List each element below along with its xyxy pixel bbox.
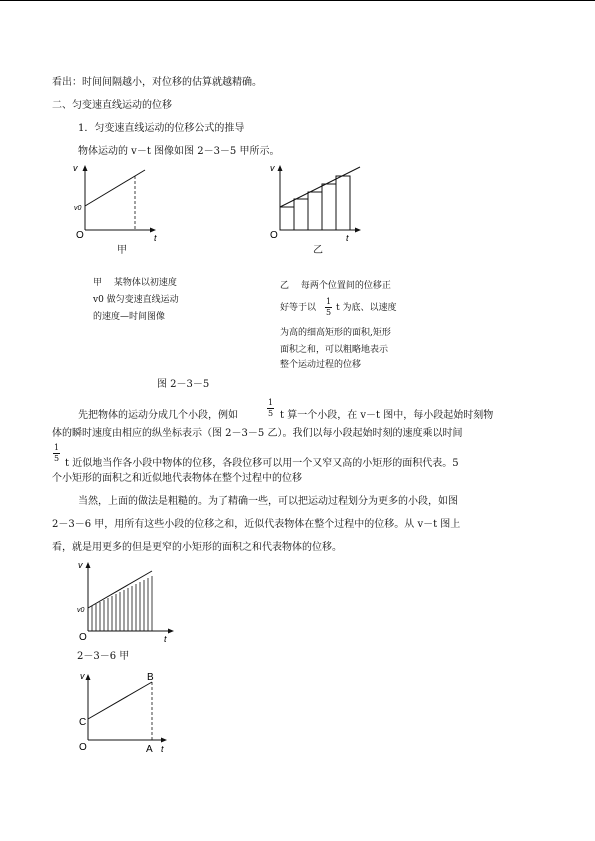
para1-line2: 体的瞬时速度由相应的纵坐标表示（图 2－3－5 乙）。我们以每小段起始时刻的速度乘以时间 bbox=[52, 428, 463, 439]
caption-yi-line1: 乙 每两个位置间的位移正 bbox=[280, 281, 391, 291]
origin-label: O bbox=[76, 230, 84, 241]
fraction-denominator: 5 bbox=[326, 308, 332, 317]
fraction-denominator: 5 bbox=[268, 409, 274, 418]
caption-yi-line5: 整个运动过程的位移 bbox=[280, 360, 362, 370]
caption-yi-line2b: t 为底、以速度 bbox=[336, 303, 397, 313]
rect-5 bbox=[336, 176, 350, 230]
caption-jia-line3: 的速度—时间图像 bbox=[93, 312, 166, 322]
rect-3 bbox=[308, 192, 322, 230]
rect-1 bbox=[280, 207, 294, 230]
figure-label-yi: 乙 bbox=[313, 245, 323, 256]
velocity-line bbox=[85, 170, 145, 206]
v-axis-label: v bbox=[80, 671, 85, 681]
para1-line1-a: 先把物体的运动分成几个小段，例如 bbox=[78, 410, 238, 421]
subsection-heading: 1．匀变速直线运动的位移公式的推导 bbox=[78, 123, 245, 134]
para2-line3: 看，就是用更多的但是更窄的小矩形的面积之和代表物体的位移。 bbox=[52, 542, 342, 553]
fraction-denominator: 5 bbox=[54, 454, 60, 463]
graph-abc bbox=[75, 668, 185, 758]
v-axis-arrow bbox=[86, 674, 91, 680]
origin-label: O bbox=[270, 230, 278, 241]
origin-label: O bbox=[79, 742, 87, 753]
fraction-one-fifth-para1 bbox=[267, 398, 274, 419]
para1-line1-b: t 算一个小段，在 v－t 图中，每小段起始时刻物 bbox=[280, 410, 494, 421]
point-c-label: C bbox=[79, 717, 87, 728]
caption-yi-line4: 面积之和，可以粗略地表示 bbox=[280, 345, 389, 355]
graph-2-3-6-jia bbox=[75, 558, 185, 653]
intro-line: 看出：时间间隔越小，对位移的估算就越精确。 bbox=[52, 77, 262, 88]
t-axis-label: t bbox=[154, 233, 157, 243]
para2-line1: 当然，上面的做法是粗糙的。为了精确一些，可以把运动过程划分为更多的小段，如图 bbox=[78, 496, 458, 507]
fraction-one-fifth-para1-line3 bbox=[53, 443, 60, 464]
figure-label-jia: 甲 bbox=[117, 245, 127, 256]
para2-line2: 2－3－6 甲，用所有这些小段的位移之和，近似代表物体在整个过程中的位移。从 v－t 图上 bbox=[52, 519, 461, 530]
rect-2 bbox=[294, 199, 308, 230]
figure-intro: 物体运动的 v－t 图像如图 2－3－5 甲所示。 bbox=[78, 146, 280, 157]
caption-yi-line2a: 好等于以 bbox=[280, 303, 317, 313]
caption-jia-line2: v0 做匀变速直线运动 bbox=[93, 295, 179, 305]
t-axis-arrow bbox=[150, 228, 156, 233]
fraction-numerator: 1 bbox=[326, 297, 332, 306]
section-heading: 二、匀变速直线运动的位移 bbox=[52, 100, 172, 111]
graph-yi bbox=[265, 160, 375, 250]
v0-label: v0 bbox=[77, 607, 85, 614]
fraction-one-fifth-caption bbox=[325, 297, 332, 318]
caption-yi-line3: 为高的细高矩形的面积,矩形 bbox=[280, 328, 391, 338]
origin-label: O bbox=[79, 632, 87, 643]
v-axis-arrow bbox=[83, 165, 88, 171]
t-axis-label: t bbox=[161, 744, 164, 754]
figure-caption-2-3-6-jia: 2－3－6 甲 bbox=[77, 651, 130, 662]
v-axis-arrow bbox=[278, 165, 283, 171]
rect-4 bbox=[322, 184, 336, 230]
caption-jia-line1: 甲 某物体以初速度 bbox=[93, 278, 177, 288]
v-axis-label: v bbox=[73, 163, 78, 173]
narrow-rectangles bbox=[92, 576, 152, 631]
rectangles-yi bbox=[280, 176, 350, 230]
v-axis-label: v bbox=[270, 163, 275, 173]
t-axis-arrow bbox=[168, 629, 174, 634]
velocity-line bbox=[88, 682, 152, 719]
para1-line3: t 近似地当作各小段中物体的位移，各段位移可以用一个又窄又高的小矩形的面积代表。5 bbox=[65, 458, 459, 469]
t-axis-label: t bbox=[346, 233, 349, 243]
point-a-label: A bbox=[146, 744, 153, 755]
v0-label: v0 bbox=[74, 205, 82, 212]
t-axis-label: t bbox=[164, 634, 167, 644]
v-axis-label: v bbox=[78, 560, 83, 570]
fraction-numerator: 1 bbox=[268, 398, 274, 407]
velocity-line bbox=[280, 167, 360, 207]
v-axis-arrow bbox=[86, 562, 91, 568]
t-axis-arrow bbox=[161, 738, 167, 743]
fraction-numerator: 1 bbox=[54, 443, 60, 452]
graph-jia bbox=[70, 160, 170, 250]
para1-line4: 个小矩形的面积之和近似地代表物体在整个过程中的位移 bbox=[52, 473, 302, 484]
t-axis-arrow bbox=[355, 228, 361, 233]
page-top-rule bbox=[0, 0, 595, 1]
figure-caption-2-3-5: 图 2－3－5 bbox=[157, 379, 210, 390]
point-b-label: B bbox=[147, 672, 154, 683]
